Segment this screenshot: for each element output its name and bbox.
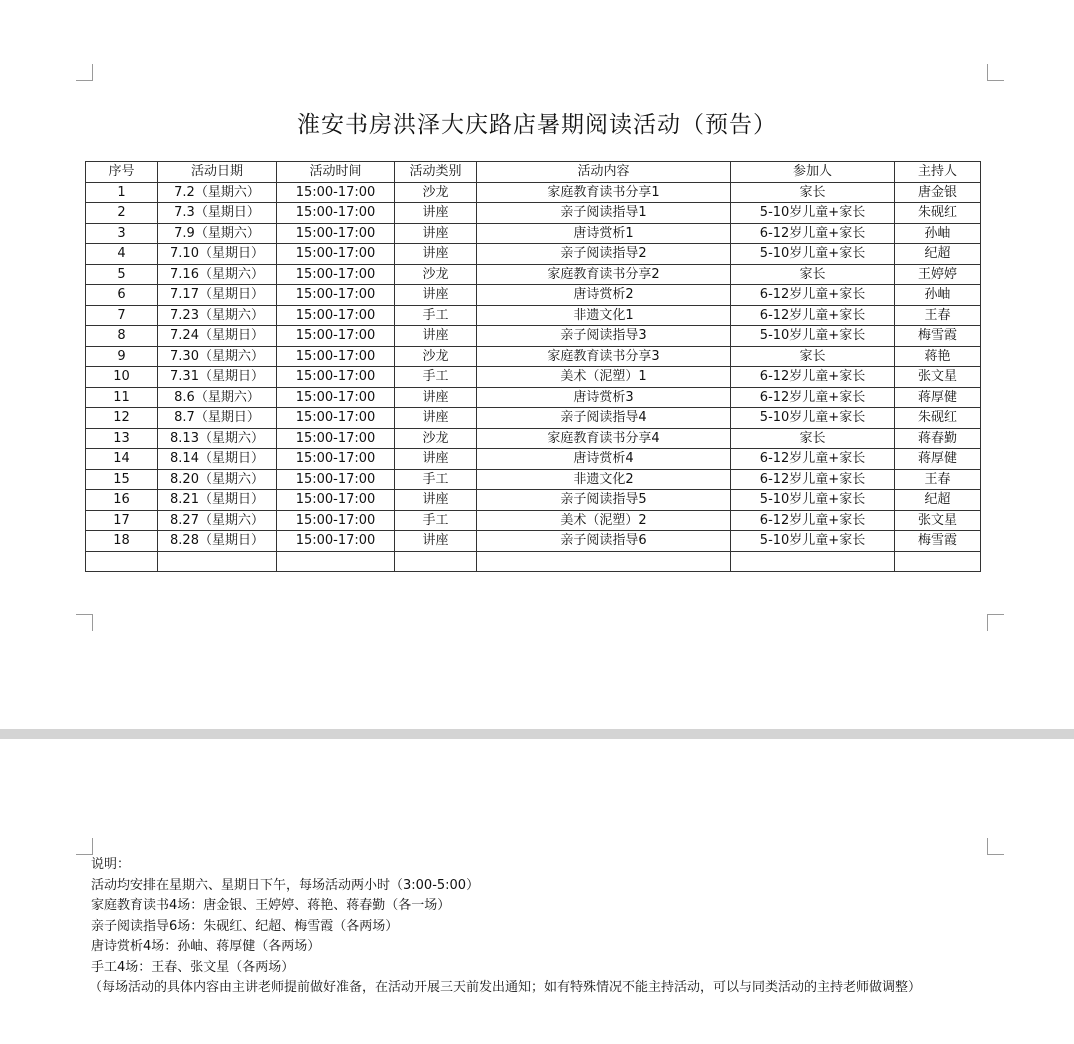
cell-date: 7.17（星期日） xyxy=(158,285,277,306)
empty-cell xyxy=(895,551,981,572)
cell-index: 17 xyxy=(86,510,158,531)
cell-date: 8.14（星期日） xyxy=(158,449,277,470)
cell-participants: 5-10岁儿童+家长 xyxy=(731,326,895,347)
cell-category: 讲座 xyxy=(395,449,477,470)
table-row xyxy=(86,244,981,265)
cell-host: 王婷婷 xyxy=(895,264,981,285)
cell-participants: 5-10岁儿童+家长 xyxy=(731,408,895,429)
cell-time: 15:00-17:00 xyxy=(277,367,395,388)
page-title: 淮安书房洪泽大庆路店暑期阅读活动（预告） xyxy=(297,112,777,138)
cell-participants: 5-10岁儿童+家长 xyxy=(731,203,895,224)
cell-index: 5 xyxy=(86,264,158,285)
cell-host: 蒋厚健 xyxy=(895,387,981,408)
cell-category: 讲座 xyxy=(395,326,477,347)
cell-participants: 6-12岁儿童+家长 xyxy=(731,510,895,531)
cell-content: 家庭教育读书分享3 xyxy=(477,346,731,367)
cell-participants: 家长 xyxy=(731,182,895,203)
cell-content: 亲子阅读指导6 xyxy=(477,531,731,552)
table-row xyxy=(86,285,981,306)
header-time: 活动时间 xyxy=(277,162,395,183)
cell-index: 2 xyxy=(86,203,158,224)
cell-date: 8.20（星期六） xyxy=(158,469,277,490)
cell-category: 讲座 xyxy=(395,244,477,265)
cell-participants: 6-12岁儿童+家长 xyxy=(731,285,895,306)
cell-index: 1 xyxy=(86,182,158,203)
table-row xyxy=(86,387,981,408)
cell-index: 12 xyxy=(86,408,158,429)
cell-category: 手工 xyxy=(395,305,477,326)
note-line: 家庭教育读书4场：唐金银、王婷婷、蒋艳、蒋春勤（各一场） xyxy=(91,898,451,913)
table-row-empty xyxy=(86,551,981,572)
note-line: 活动均安排在星期六、星期日下午，每场活动两小时（3:00-5:00） xyxy=(91,877,480,893)
cell-content: 亲子阅读指导3 xyxy=(477,326,731,347)
cell-content: 亲子阅读指导5 xyxy=(477,490,731,511)
cell-participants: 6-12岁儿童+家长 xyxy=(731,449,895,470)
header-index: 序号 xyxy=(86,162,158,183)
table-row xyxy=(86,490,981,511)
cell-host: 孙岫 xyxy=(895,223,981,244)
cell-date: 7.3（星期日） xyxy=(158,203,277,224)
cell-host: 张文星 xyxy=(895,367,981,388)
cell-host: 张文星 xyxy=(895,510,981,531)
cell-date: 8.28（星期日） xyxy=(158,531,277,552)
cell-content: 非遗文化2 xyxy=(477,469,731,490)
table-row xyxy=(86,305,981,326)
header-host: 主持人 xyxy=(895,162,981,183)
cell-date: 7.30（星期六） xyxy=(158,346,277,367)
table-row xyxy=(86,182,981,203)
cell-participants: 家长 xyxy=(731,264,895,285)
cell-category: 手工 xyxy=(395,367,477,388)
cell-host: 梅雪霞 xyxy=(895,326,981,347)
cell-index: 15 xyxy=(86,469,158,490)
cell-content: 非遗文化1 xyxy=(477,305,731,326)
cell-index: 7 xyxy=(86,305,158,326)
header-category: 活动类别 xyxy=(395,162,477,183)
page-corner-mark xyxy=(987,838,1004,855)
table-row xyxy=(86,367,981,388)
table-row xyxy=(86,449,981,470)
cell-category: 讲座 xyxy=(395,285,477,306)
page-corner-mark xyxy=(76,614,93,631)
cell-category: 讲座 xyxy=(395,408,477,429)
cell-date: 7.24（星期日） xyxy=(158,326,277,347)
page-corner-mark xyxy=(987,64,1004,81)
cell-content: 家庭教育读书分享2 xyxy=(477,264,731,285)
cell-category: 沙龙 xyxy=(395,264,477,285)
cell-participants: 6-12岁儿童+家长 xyxy=(731,387,895,408)
cell-time: 15:00-17:00 xyxy=(277,244,395,265)
cell-participants: 6-12岁儿童+家长 xyxy=(731,305,895,326)
notes-heading: 说明： xyxy=(91,857,131,872)
empty-cell xyxy=(477,551,731,572)
cell-host: 纪超 xyxy=(895,490,981,511)
table-row xyxy=(86,510,981,531)
header-content: 活动内容 xyxy=(477,162,731,183)
table-row xyxy=(86,408,981,429)
cell-participants: 家长 xyxy=(731,428,895,449)
table-row xyxy=(86,469,981,490)
cell-participants: 5-10岁儿童+家长 xyxy=(731,490,895,511)
cell-time: 15:00-17:00 xyxy=(277,449,395,470)
cell-time: 15:00-17:00 xyxy=(277,223,395,244)
cell-participants: 家长 xyxy=(731,346,895,367)
table-row xyxy=(86,326,981,347)
cell-category: 讲座 xyxy=(395,387,477,408)
table-row xyxy=(86,531,981,552)
table-row xyxy=(86,346,981,367)
cell-content: 亲子阅读指导4 xyxy=(477,408,731,429)
note-line: 亲子阅读指导6场：朱砚红、纪超、梅雪霞（各两场） xyxy=(91,918,399,934)
note-line: （每场活动的具体内容由主讲老师提前做好准备，在活动开展三天前发出通知；如有特殊情况不能主持活动，可以与同类活动的主持老师做调整） xyxy=(89,980,922,995)
cell-host: 王春 xyxy=(895,305,981,326)
page-corner-mark xyxy=(76,64,93,81)
cell-index: 11 xyxy=(86,387,158,408)
cell-content: 美术（泥塑）1 xyxy=(477,367,731,388)
cell-time: 15:00-17:00 xyxy=(277,408,395,429)
cell-date: 8.6（星期六） xyxy=(158,387,277,408)
cell-participants: 6-12岁儿童+家长 xyxy=(731,223,895,244)
empty-cell xyxy=(86,551,158,572)
cell-date: 8.7（星期日） xyxy=(158,408,277,429)
empty-cell xyxy=(395,551,477,572)
cell-index: 9 xyxy=(86,346,158,367)
cell-host: 孙岫 xyxy=(895,285,981,306)
cell-time: 15:00-17:00 xyxy=(277,182,395,203)
cell-index: 4 xyxy=(86,244,158,265)
cell-index: 16 xyxy=(86,490,158,511)
cell-host: 朱砚红 xyxy=(895,408,981,429)
cell-category: 讲座 xyxy=(395,223,477,244)
cell-index: 8 xyxy=(86,326,158,347)
cell-participants: 6-12岁儿童+家长 xyxy=(731,367,895,388)
cell-date: 8.21（星期日） xyxy=(158,490,277,511)
header-participants: 参加人 xyxy=(731,162,895,183)
cell-time: 15:00-17:00 xyxy=(277,387,395,408)
cell-time: 15:00-17:00 xyxy=(277,326,395,347)
cell-content: 唐诗赏析4 xyxy=(477,449,731,470)
header-date: 活动日期 xyxy=(158,162,277,183)
cell-category: 沙龙 xyxy=(395,428,477,449)
cell-host: 朱砚红 xyxy=(895,203,981,224)
cell-content: 唐诗赏析1 xyxy=(477,223,731,244)
cell-index: 10 xyxy=(86,367,158,388)
cell-index: 18 xyxy=(86,531,158,552)
cell-category: 讲座 xyxy=(395,203,477,224)
cell-date: 7.9（星期六） xyxy=(158,223,277,244)
table-header-row xyxy=(86,162,981,183)
cell-date: 7.16（星期六） xyxy=(158,264,277,285)
cell-host: 蒋艳 xyxy=(895,346,981,367)
cell-category: 讲座 xyxy=(395,490,477,511)
table-row xyxy=(86,428,981,449)
cell-time: 15:00-17:00 xyxy=(277,203,395,224)
cell-date: 7.10（星期日） xyxy=(158,244,277,265)
cell-time: 15:00-17:00 xyxy=(277,346,395,367)
cell-time: 15:00-17:00 xyxy=(277,428,395,449)
cell-date: 7.31（星期日） xyxy=(158,367,277,388)
cell-content: 亲子阅读指导2 xyxy=(477,244,731,265)
cell-date: 7.23（星期六） xyxy=(158,305,277,326)
cell-time: 15:00-17:00 xyxy=(277,469,395,490)
cell-index: 14 xyxy=(86,449,158,470)
cell-time: 15:00-17:00 xyxy=(277,510,395,531)
cell-host: 纪超 xyxy=(895,244,981,265)
cell-content: 唐诗赏析2 xyxy=(477,285,731,306)
cell-content: 唐诗赏析3 xyxy=(477,387,731,408)
cell-date: 7.2（星期六） xyxy=(158,182,277,203)
cell-content: 美术（泥塑）2 xyxy=(477,510,731,531)
note-line: 手工4场：王春、张文星（各两场） xyxy=(91,959,295,975)
page-separator xyxy=(0,729,1074,739)
cell-category: 手工 xyxy=(395,510,477,531)
cell-index: 3 xyxy=(86,223,158,244)
cell-host: 梅雪霞 xyxy=(895,531,981,552)
cell-category: 讲座 xyxy=(395,531,477,552)
page-corner-mark xyxy=(987,614,1004,631)
cell-time: 15:00-17:00 xyxy=(277,305,395,326)
table-row xyxy=(86,264,981,285)
cell-participants: 5-10岁儿童+家长 xyxy=(731,531,895,552)
cell-participants: 6-12岁儿童+家长 xyxy=(731,469,895,490)
cell-time: 15:00-17:00 xyxy=(277,490,395,511)
cell-time: 15:00-17:00 xyxy=(277,285,395,306)
cell-host: 蒋春勤 xyxy=(895,428,981,449)
cell-date: 8.27（星期六） xyxy=(158,510,277,531)
cell-time: 15:00-17:00 xyxy=(277,531,395,552)
cell-category: 手工 xyxy=(395,469,477,490)
cell-content: 家庭教育读书分享4 xyxy=(477,428,731,449)
cell-host: 蒋厚健 xyxy=(895,449,981,470)
cell-participants: 5-10岁儿童+家长 xyxy=(731,244,895,265)
cell-time: 15:00-17:00 xyxy=(277,264,395,285)
empty-cell xyxy=(277,551,395,572)
cell-content: 亲子阅读指导1 xyxy=(477,203,731,224)
cell-host: 唐金银 xyxy=(895,182,981,203)
cell-category: 沙龙 xyxy=(395,182,477,203)
table-row xyxy=(86,203,981,224)
schedule-table xyxy=(85,161,981,572)
cell-content: 家庭教育读书分享1 xyxy=(477,182,731,203)
cell-index: 6 xyxy=(86,285,158,306)
page-corner-mark xyxy=(76,838,93,855)
table-row xyxy=(86,223,981,244)
cell-date: 8.13（星期六） xyxy=(158,428,277,449)
note-line: 唐诗赏析4场：孙岫、蒋厚健（各两场） xyxy=(91,939,321,954)
notes-section xyxy=(91,855,921,999)
cell-host: 王春 xyxy=(895,469,981,490)
cell-index: 13 xyxy=(86,428,158,449)
cell-category: 沙龙 xyxy=(395,346,477,367)
empty-cell xyxy=(731,551,895,572)
empty-cell xyxy=(158,551,277,572)
